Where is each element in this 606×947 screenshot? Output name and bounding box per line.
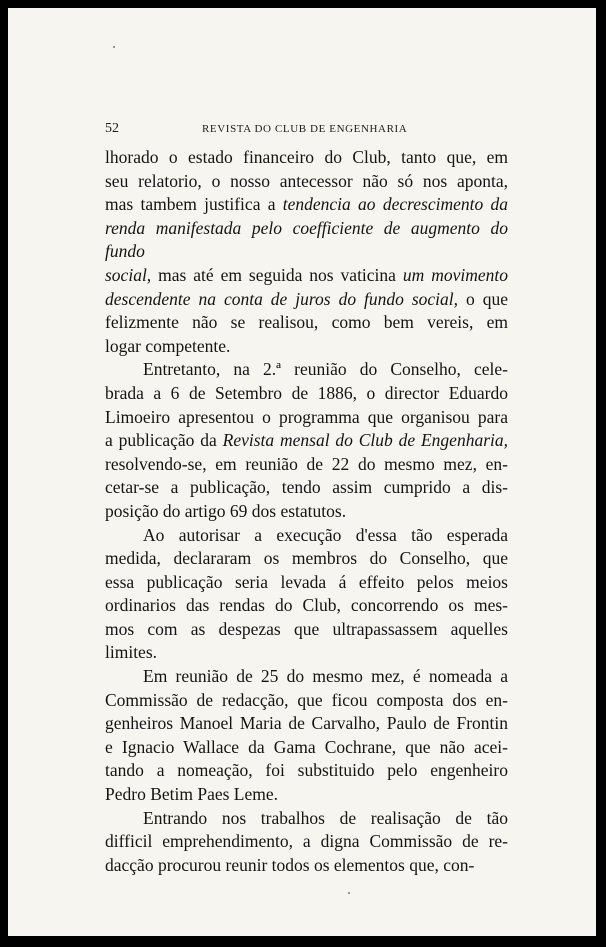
page-header xyxy=(105,118,517,138)
text-line: felizmente não se realisou, como bem vereis, em xyxy=(105,312,508,333)
running-title: REVISTA DO CLUB DE ENGENHARIA xyxy=(202,123,408,135)
text-line: seu relatorio, o nosso antecessor não só nos aponta, xyxy=(105,170,508,191)
italic-phrase: um movimento xyxy=(402,264,508,285)
text-line: e Ignacio Wallace da Gama Cochrane, que não acei- xyxy=(105,736,508,757)
page-number: 52 xyxy=(105,121,119,136)
text-line: difficil emprehendimento, a digna Commissão de re- xyxy=(105,831,508,852)
text-line: mas tambem justifica a tendencia ao decrescimento da xyxy=(105,194,509,215)
ink-speck xyxy=(113,46,115,48)
text-line: limites. xyxy=(105,642,158,663)
text-line: descendente na conta de juros do fundo social, o que xyxy=(105,288,508,309)
text-line: genheiros Manoel Maria de Carvalho, Paulo de Frontin xyxy=(105,713,508,734)
paragraph xyxy=(105,665,508,807)
text-line: Commissão de redacção, que ficou composta dos en- xyxy=(105,689,508,710)
italic-phrase: Revista mensal do Club de Engenharia, xyxy=(222,430,508,451)
text-line: Pedro Betim Paes Leme. xyxy=(105,784,279,805)
book-page xyxy=(8,8,596,936)
italic-phrase: renda manifestada pelo coefficiente de augmento do fundo xyxy=(105,217,508,262)
text-line: tando a nomeação, foi substituido pelo engenheiro xyxy=(105,760,508,781)
text-line: mos com as despezas que ultrapassassem aquelles xyxy=(105,618,508,639)
text-line: lhorado o estado financeiro do Club, tanto que, em xyxy=(105,147,508,167)
text-line: brada a 6 de Setembro de 1886, o director Eduardo xyxy=(105,382,508,403)
text-line: resolvendo-se, em reunião de 22 do mesmo mez, en- xyxy=(105,453,508,474)
paragraph xyxy=(105,358,508,523)
text-line: cetar-se a publicação, tendo assim cumprido a dis- xyxy=(105,477,508,498)
text-line: medida, declararam os membros do Conselho, que xyxy=(105,548,508,569)
ink-speck xyxy=(348,892,350,894)
text-line: a publicação da Revista mensal do Club de Engenharia, xyxy=(105,430,508,451)
italic-phrase: social, xyxy=(105,264,152,285)
italic-phrase: descendente na conta de juros do fundo social, xyxy=(105,288,459,309)
paragraph xyxy=(105,524,508,666)
body-text xyxy=(105,146,508,877)
text-line xyxy=(105,217,508,264)
text-line: ordinarios das rendas do Club, concorrendo os mes- xyxy=(105,595,508,616)
text-line: dacção procurou reunir todos os elementos que, con- xyxy=(105,854,475,875)
text-line: Em reunião de 25 do mesmo mez, é nomeada a xyxy=(143,666,508,687)
paragraph xyxy=(105,807,508,878)
paragraph xyxy=(105,146,508,358)
text-line: Entrando nos trabalhos de realisação de tão xyxy=(143,807,508,828)
text-line: Limoeiro apresentou o programma que organisou para xyxy=(105,406,508,427)
italic-phrase: tendencia ao decrescimento da xyxy=(282,194,509,215)
text-line: social, mas até em seguida nos vaticina um movimento xyxy=(105,264,508,285)
text-line: logar competente. xyxy=(105,335,231,356)
text-line: Entretanto, na 2.ª reunião do Conselho, cele- xyxy=(143,359,508,380)
text-line: Ao autorisar a execução d'essa tão esperada xyxy=(143,524,508,545)
text-line: posição do artigo 69 dos estatutos. xyxy=(105,500,347,521)
text-line: essa publicação seria levada á effeito pelos meios xyxy=(105,571,508,592)
